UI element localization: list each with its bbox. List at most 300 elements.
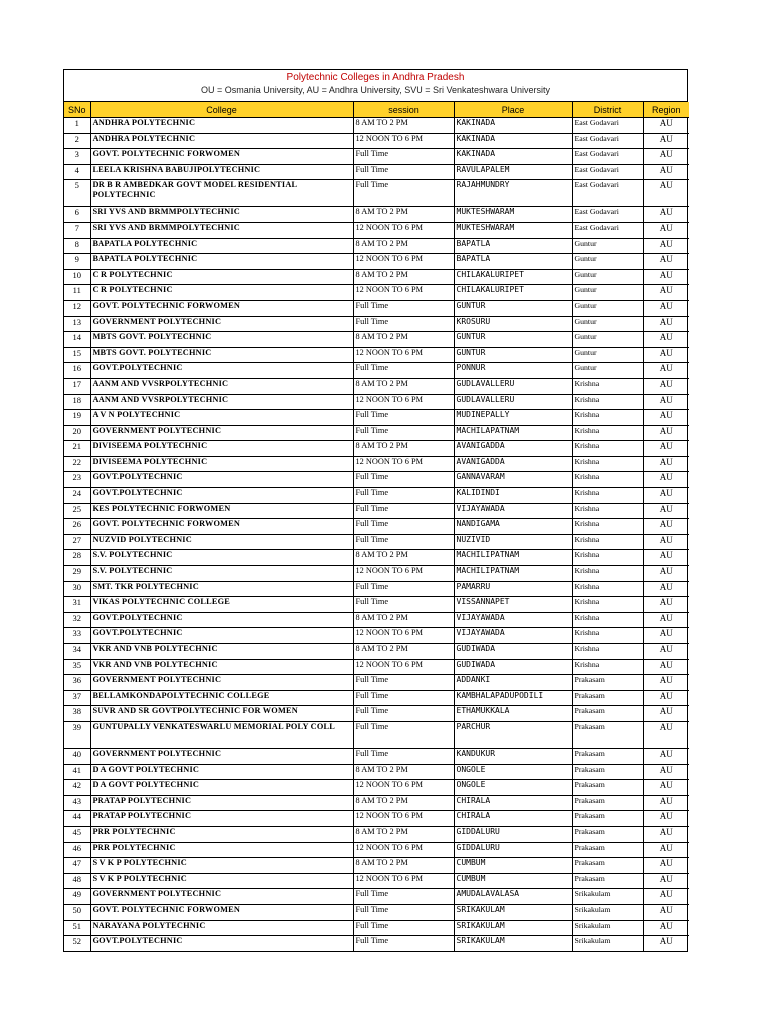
cell-college: AANM AND VVSRPOLYTECHNIC: [90, 394, 353, 410]
cell-district: Prakasam: [572, 780, 643, 796]
cell-college: A V N POLYTECHNIC: [90, 410, 353, 426]
cell-place: VIJAYAWADA: [454, 503, 572, 519]
cell-college: PRR POLYTECHNIC: [90, 826, 353, 842]
table-row: [64, 534, 689, 550]
table-row: [64, 269, 689, 285]
cell-college: DIVISEEMA POLYTECHNIC: [90, 441, 353, 457]
cell-college: S V K P POLYTECHNIC: [90, 858, 353, 874]
cell-session: 8 AM TO 2 PM: [353, 550, 454, 566]
cell-region: AU: [643, 238, 689, 254]
cell-college: GOVT. POLYTECHNIC FORWOMEN: [90, 149, 353, 165]
table-row: [64, 628, 689, 644]
cell-college: GOVERNMENT POLYTECHNIC: [90, 748, 353, 764]
cell-sno: 37: [64, 690, 90, 706]
cell-region: AU: [643, 581, 689, 597]
cell-region: AU: [643, 332, 689, 348]
cell-college: GOVT.POLYTECHNIC: [90, 488, 353, 504]
cell-place: KROSURU: [454, 316, 572, 332]
cell-place: PONNUR: [454, 363, 572, 379]
cell-place: SRIKAKULAM: [454, 936, 572, 951]
cell-region: AU: [643, 300, 689, 316]
table-row: [64, 425, 689, 441]
cell-sno: 28: [64, 550, 90, 566]
cell-region: AU: [643, 550, 689, 566]
cell-place: PAMARRU: [454, 581, 572, 597]
cell-sno: 7: [64, 222, 90, 238]
cell-college: VKR AND VNB POLYTECHNIC: [90, 659, 353, 675]
cell-place: GIDDALURU: [454, 826, 572, 842]
cell-district: Srikakulam: [572, 904, 643, 920]
cell-place: CUMBUM: [454, 858, 572, 874]
table-row: [64, 873, 689, 889]
cell-place: MACHILIPATNAM: [454, 550, 572, 566]
cell-region: AU: [643, 363, 689, 379]
table-row: [64, 764, 689, 780]
cell-session: 12 NOON TO 6 PM: [353, 254, 454, 270]
cell-college: C R POLYTECHNIC: [90, 285, 353, 301]
cell-region: AU: [643, 222, 689, 238]
cell-district: Krishna: [572, 612, 643, 628]
cell-session: 12 NOON TO 6 PM: [353, 780, 454, 796]
cell-session: Full Time: [353, 706, 454, 722]
cell-college: LEELA KRISHNA BABUJIPOLYTECHNIC: [90, 164, 353, 180]
cell-session: 8 AM TO 2 PM: [353, 332, 454, 348]
table-row: [64, 920, 689, 936]
cell-region: AU: [643, 889, 689, 905]
cell-place: SRIKAKULAM: [454, 904, 572, 920]
cell-session: 12 NOON TO 6 PM: [353, 456, 454, 472]
header-place: Place: [454, 102, 572, 118]
table-row: [64, 363, 689, 379]
cell-sno: 31: [64, 597, 90, 613]
cell-region: AU: [643, 269, 689, 285]
cell-district: East Godavari: [572, 207, 643, 223]
cell-college: GOVERNMENT POLYTECHNIC: [90, 675, 353, 691]
cell-district: Krishna: [572, 456, 643, 472]
cell-college: C R POLYTECHNIC: [90, 269, 353, 285]
cell-district: East Godavari: [572, 222, 643, 238]
cell-district: East Godavari: [572, 180, 643, 207]
cell-region: AU: [643, 133, 689, 149]
cell-college: DR B R AMBEDKAR GOVT MODEL RESIDENTIAL POLYTECHNIC: [90, 180, 353, 207]
cell-session: Full Time: [353, 936, 454, 951]
cell-college: S.V. POLYTECHNIC: [90, 566, 353, 582]
table-row: [64, 826, 689, 842]
header-session: session: [353, 102, 454, 118]
cell-college: BAPATLA POLYTECHNIC: [90, 254, 353, 270]
header-district: District: [572, 102, 643, 118]
cell-session: 8 AM TO 2 PM: [353, 269, 454, 285]
table-row: [64, 149, 689, 165]
cell-region: AU: [643, 566, 689, 582]
cell-place: AVANIGADDA: [454, 441, 572, 457]
cell-college: GOVERNMENT POLYTECHNIC: [90, 316, 353, 332]
cell-sno: 52: [64, 936, 90, 951]
table-row: [64, 795, 689, 811]
cell-place: GANNAVARAM: [454, 472, 572, 488]
cell-district: Prakasam: [572, 748, 643, 764]
cell-sno: 21: [64, 441, 90, 457]
cell-place: KALIDINDI: [454, 488, 572, 504]
cell-college: GOVT.POLYTECHNIC: [90, 628, 353, 644]
document-subtitle: OU = Osmania University, AU = Andhra University, SVU = Sri Venkateshwara University: [200, 85, 551, 95]
cell-session: 8 AM TO 2 PM: [353, 378, 454, 394]
table-row: [64, 644, 689, 660]
cell-region: AU: [643, 858, 689, 874]
cell-place: RAJAHMUNDRY: [454, 180, 572, 207]
cell-region: AU: [643, 149, 689, 165]
cell-region: AU: [643, 811, 689, 827]
cell-place: VIJAYAWADA: [454, 612, 572, 628]
cell-sno: 14: [64, 332, 90, 348]
cell-district: Prakasam: [572, 842, 643, 858]
cell-college: KES POLYTECHNIC FORWOMEN: [90, 503, 353, 519]
cell-region: AU: [643, 780, 689, 796]
table-row: [64, 378, 689, 394]
document-title: Polytechnic Colleges in Andhra Pradesh: [286, 72, 465, 83]
table-row: [64, 842, 689, 858]
cell-college: ANDHRA POLYTECHNIC: [90, 133, 353, 149]
cell-college: D A GOVT POLYTECHNIC: [90, 764, 353, 780]
cell-session: 12 NOON TO 6 PM: [353, 873, 454, 889]
cell-college: GOVT.POLYTECHNIC: [90, 612, 353, 628]
title-block: [64, 70, 687, 102]
cell-district: Prakasam: [572, 706, 643, 722]
header-sno: SNo: [64, 102, 90, 118]
cell-region: AU: [643, 441, 689, 457]
cell-district: Krishna: [572, 566, 643, 582]
cell-session: Full Time: [353, 503, 454, 519]
cell-session: Full Time: [353, 534, 454, 550]
cell-sno: 36: [64, 675, 90, 691]
cell-region: AU: [643, 456, 689, 472]
cell-place: BAPATLA: [454, 238, 572, 254]
cell-place: ADDANKI: [454, 675, 572, 691]
cell-college: SMT. TKR POLYTECHNIC: [90, 581, 353, 597]
cell-sno: 48: [64, 873, 90, 889]
cell-district: Krishna: [572, 441, 643, 457]
cell-place: PARCHUR: [454, 721, 572, 748]
cell-session: Full Time: [353, 316, 454, 332]
cell-session: Full Time: [353, 904, 454, 920]
cell-session: Full Time: [353, 690, 454, 706]
cell-place: VIJAYAWADA: [454, 628, 572, 644]
table-row: [64, 936, 689, 951]
cell-region: AU: [643, 904, 689, 920]
cell-session: Full Time: [353, 149, 454, 165]
cell-region: AU: [643, 347, 689, 363]
cell-place: GUNTUR: [454, 332, 572, 348]
cell-region: AU: [643, 659, 689, 675]
cell-district: Guntur: [572, 316, 643, 332]
cell-region: AU: [643, 164, 689, 180]
cell-district: Krishna: [572, 581, 643, 597]
cell-sno: 47: [64, 858, 90, 874]
cell-district: Guntur: [572, 254, 643, 270]
table-row: [64, 285, 689, 301]
cell-session: 8 AM TO 2 PM: [353, 795, 454, 811]
cell-sno: 11: [64, 285, 90, 301]
cell-place: GIDDALURU: [454, 842, 572, 858]
cell-sno: 16: [64, 363, 90, 379]
cell-place: KAKINADA: [454, 149, 572, 165]
cell-sno: 2: [64, 133, 90, 149]
table-row: [64, 316, 689, 332]
cell-place: ONGOLE: [454, 780, 572, 796]
cell-college: PRATAP POLYTECHNIC: [90, 795, 353, 811]
cell-sno: 1: [64, 118, 90, 134]
cell-place: AMUDALAVALASA: [454, 889, 572, 905]
table-row: [64, 597, 689, 613]
cell-session: Full Time: [353, 164, 454, 180]
cell-district: Prakasam: [572, 764, 643, 780]
cell-session: Full Time: [353, 581, 454, 597]
table-row: [64, 472, 689, 488]
table-row: [64, 904, 689, 920]
cell-place: MUKTESHWARAM: [454, 222, 572, 238]
table-row: [64, 690, 689, 706]
table-row: [64, 238, 689, 254]
cell-region: AU: [643, 842, 689, 858]
cell-session: 12 NOON TO 6 PM: [353, 628, 454, 644]
cell-session: Full Time: [353, 300, 454, 316]
table-row: [64, 550, 689, 566]
cell-college: S.V. POLYTECHNIC: [90, 550, 353, 566]
cell-district: Prakasam: [572, 721, 643, 748]
cell-region: AU: [643, 316, 689, 332]
cell-region: AU: [643, 675, 689, 691]
cell-district: Guntur: [572, 363, 643, 379]
cell-region: AU: [643, 706, 689, 722]
cell-place: GUNTUR: [454, 300, 572, 316]
cell-session: 8 AM TO 2 PM: [353, 644, 454, 660]
cell-session: 8 AM TO 2 PM: [353, 441, 454, 457]
cell-sno: 25: [64, 503, 90, 519]
cell-session: Full Time: [353, 425, 454, 441]
cell-district: Prakasam: [572, 690, 643, 706]
cell-place: GUDIWADA: [454, 644, 572, 660]
cell-district: Guntur: [572, 332, 643, 348]
cell-sno: 18: [64, 394, 90, 410]
table-row: [64, 133, 689, 149]
cell-region: AU: [643, 118, 689, 134]
cell-place: CUMBUM: [454, 873, 572, 889]
cell-college: GUNTUPALLY VENKATESWARLU MEMORIAL POLY COLL: [90, 721, 353, 748]
table-row: [64, 456, 689, 472]
cell-district: East Godavari: [572, 133, 643, 149]
cell-district: Srikakulam: [572, 920, 643, 936]
table-row: [64, 222, 689, 238]
table-row: [64, 410, 689, 426]
cell-session: 12 NOON TO 6 PM: [353, 285, 454, 301]
cell-sno: 13: [64, 316, 90, 332]
header-row: [64, 102, 689, 118]
cell-place: MACHILAPATNAM: [454, 425, 572, 441]
cell-sno: 17: [64, 378, 90, 394]
table-row: [64, 858, 689, 874]
cell-place: NUZIVID: [454, 534, 572, 550]
cell-session: 8 AM TO 2 PM: [353, 858, 454, 874]
cell-sno: 34: [64, 644, 90, 660]
cell-district: Guntur: [572, 269, 643, 285]
cell-college: NARAYANA POLYTECHNIC: [90, 920, 353, 936]
cell-place: GUDIWADA: [454, 659, 572, 675]
cell-district: Krishna: [572, 410, 643, 426]
cell-college: AANM AND VVSRPOLYTECHNIC: [90, 378, 353, 394]
cell-sno: 35: [64, 659, 90, 675]
cell-college: GOVT. POLYTECHNIC FORWOMEN: [90, 300, 353, 316]
cell-college: GOVT. POLYTECHNIC FORWOMEN: [90, 519, 353, 535]
cell-session: Full Time: [353, 889, 454, 905]
cell-district: Krishna: [572, 644, 643, 660]
cell-district: Krishna: [572, 628, 643, 644]
cell-district: Krishna: [572, 534, 643, 550]
cell-session: 8 AM TO 2 PM: [353, 118, 454, 134]
cell-session: 8 AM TO 2 PM: [353, 207, 454, 223]
cell-college: PRATAP POLYTECHNIC: [90, 811, 353, 827]
cell-region: AU: [643, 764, 689, 780]
cell-district: East Godavari: [572, 118, 643, 134]
colleges-table: [64, 102, 689, 951]
cell-college: GOVT.POLYTECHNIC: [90, 472, 353, 488]
cell-sno: 10: [64, 269, 90, 285]
cell-district: Krishna: [572, 472, 643, 488]
cell-region: AU: [643, 534, 689, 550]
cell-place: KAKINADA: [454, 133, 572, 149]
cell-sno: 22: [64, 456, 90, 472]
cell-place: MUKTESHWARAM: [454, 207, 572, 223]
cell-college: BELLAMKONDAPOLYTECHNIC COLLEGE: [90, 690, 353, 706]
cell-district: Prakasam: [572, 858, 643, 874]
cell-district: East Godavari: [572, 164, 643, 180]
cell-sno: 3: [64, 149, 90, 165]
cell-district: East Godavari: [572, 149, 643, 165]
table-row: [64, 488, 689, 504]
cell-sno: 27: [64, 534, 90, 550]
cell-region: AU: [643, 690, 689, 706]
cell-district: Krishna: [572, 488, 643, 504]
cell-college: NUZVID POLYTECHNIC: [90, 534, 353, 550]
cell-college: GOVT.POLYTECHNIC: [90, 363, 353, 379]
cell-sno: 32: [64, 612, 90, 628]
cell-place: MACHILIPATNAM: [454, 566, 572, 582]
cell-session: 8 AM TO 2 PM: [353, 826, 454, 842]
cell-college: GOVERNMENT POLYTECHNIC: [90, 425, 353, 441]
cell-region: AU: [643, 425, 689, 441]
table-row: [64, 300, 689, 316]
table-row: [64, 748, 689, 764]
cell-region: AU: [643, 378, 689, 394]
cell-session: 12 NOON TO 6 PM: [353, 842, 454, 858]
table-row: [64, 503, 689, 519]
cell-region: AU: [643, 721, 689, 748]
cell-district: Prakasam: [572, 675, 643, 691]
cell-place: CHILAKALURIPET: [454, 285, 572, 301]
cell-place: BAPATLA: [454, 254, 572, 270]
cell-sno: 49: [64, 889, 90, 905]
cell-place: KAMBHALAPADUPODILI: [454, 690, 572, 706]
cell-sno: 50: [64, 904, 90, 920]
cell-sno: 4: [64, 164, 90, 180]
cell-district: Krishna: [572, 394, 643, 410]
cell-session: 12 NOON TO 6 PM: [353, 394, 454, 410]
cell-college: MBTS GOVT. POLYTECHNIC: [90, 332, 353, 348]
cell-sno: 20: [64, 425, 90, 441]
cell-college: BAPATLA POLYTECHNIC: [90, 238, 353, 254]
cell-college: SUVR AND SR GOVTPOLYTECHNIC FOR WOMEN: [90, 706, 353, 722]
table-row: [64, 164, 689, 180]
cell-session: Full Time: [353, 488, 454, 504]
cell-region: AU: [643, 748, 689, 764]
cell-district: Krishna: [572, 425, 643, 441]
cell-sno: 5: [64, 180, 90, 207]
cell-region: AU: [643, 936, 689, 951]
cell-district: Krishna: [572, 659, 643, 675]
cell-district: Prakasam: [572, 826, 643, 842]
cell-session: 12 NOON TO 6 PM: [353, 566, 454, 582]
cell-region: AU: [643, 285, 689, 301]
table-row: [64, 254, 689, 270]
cell-sno: 29: [64, 566, 90, 582]
cell-session: Full Time: [353, 363, 454, 379]
cell-sno: 23: [64, 472, 90, 488]
cell-place: MUDINEPALLY: [454, 410, 572, 426]
cell-place: AVANIGADDA: [454, 456, 572, 472]
table-row: [64, 889, 689, 905]
cell-sno: 38: [64, 706, 90, 722]
table-row: [64, 332, 689, 348]
cell-sno: 26: [64, 519, 90, 535]
cell-district: Krishna: [572, 378, 643, 394]
cell-session: Full Time: [353, 180, 454, 207]
table-row: [64, 180, 689, 207]
cell-region: AU: [643, 597, 689, 613]
cell-sno: 30: [64, 581, 90, 597]
cell-district: Krishna: [572, 503, 643, 519]
cell-sno: 39: [64, 721, 90, 748]
cell-session: Full Time: [353, 519, 454, 535]
cell-place: GUNTUR: [454, 347, 572, 363]
cell-sno: 43: [64, 795, 90, 811]
cell-region: AU: [643, 410, 689, 426]
cell-place: CHILAKALURIPET: [454, 269, 572, 285]
cell-session: 8 AM TO 2 PM: [353, 764, 454, 780]
cell-sno: 45: [64, 826, 90, 842]
cell-region: AU: [643, 644, 689, 660]
table-body: [64, 118, 689, 951]
cell-college: GOVT.POLYTECHNIC: [90, 936, 353, 951]
cell-place: ONGOLE: [454, 764, 572, 780]
cell-district: Guntur: [572, 238, 643, 254]
cell-college: PRR POLYTECHNIC: [90, 842, 353, 858]
table-row: [64, 721, 689, 748]
cell-district: Guntur: [572, 300, 643, 316]
table-row: [64, 519, 689, 535]
cell-region: AU: [643, 628, 689, 644]
cell-college: SRI YVS AND BRMMPOLYTECHNIC: [90, 222, 353, 238]
cell-district: Prakasam: [572, 873, 643, 889]
cell-college: GOVERNMENT POLYTECHNIC: [90, 889, 353, 905]
cell-session: 8 AM TO 2 PM: [353, 238, 454, 254]
cell-sno: 51: [64, 920, 90, 936]
cell-district: Srikakulam: [572, 936, 643, 951]
cell-college: D A GOVT POLYTECHNIC: [90, 780, 353, 796]
cell-region: AU: [643, 254, 689, 270]
cell-session: Full Time: [353, 675, 454, 691]
cell-district: Krishna: [572, 597, 643, 613]
table-row: [64, 394, 689, 410]
cell-sno: 8: [64, 238, 90, 254]
